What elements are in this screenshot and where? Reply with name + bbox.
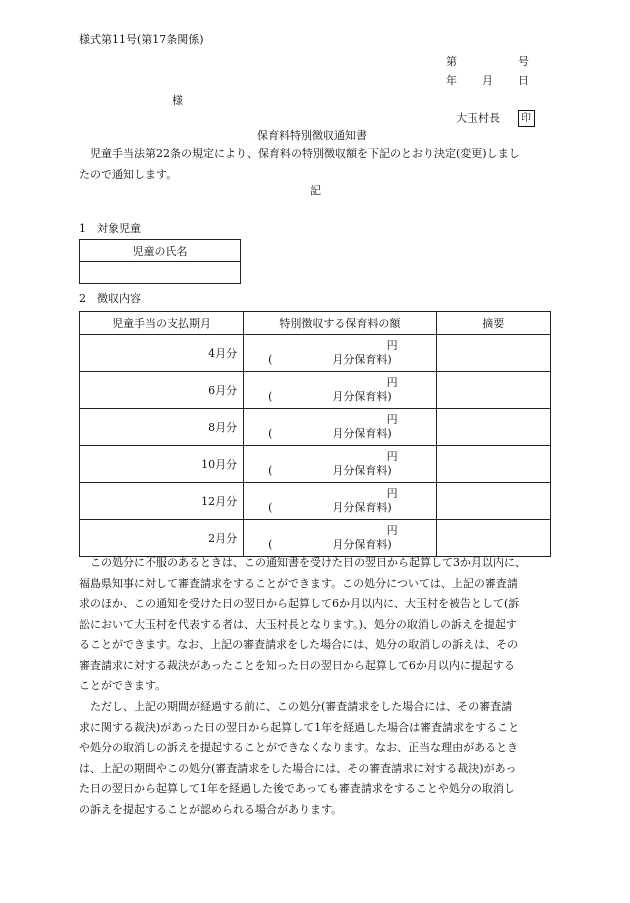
paren-open: (: [268, 464, 273, 477]
intro-paragraph: [79, 144, 551, 185]
form-number: 様式第11号(第17条関係): [79, 33, 204, 46]
month-fee-label: 月分保育料): [332, 538, 392, 551]
paren-open: (: [268, 427, 273, 440]
notice-line: ただし、上記の期間が経過する前に、この処分(審査請求をした場合には、その審査請: [79, 700, 513, 713]
yen-label: 円: [386, 487, 398, 500]
document-title: 保育料特別徴収通知書: [257, 129, 367, 142]
period-cell: 2月分: [80, 520, 244, 557]
issuer: [456, 110, 535, 127]
table-row: [80, 409, 551, 446]
doc-number-dai: 第: [446, 55, 457, 68]
paren-open: (: [268, 353, 273, 366]
paren-open: (: [268, 501, 273, 514]
notice-line: 訟において大玉村を代表する者は、大玉村長となります。)、処分の取消しの訴えを提起す: [79, 617, 517, 631]
fee-cell: [244, 520, 436, 557]
notice-line: た日の翌日から起算して1年を経過した後であっても審査請求をすることや処分の取消し: [79, 782, 515, 795]
month-fee-label: 月分保育料): [332, 427, 392, 440]
month-fee-label: 月分保育料): [332, 501, 392, 514]
period-cell: 8月分: [80, 409, 244, 446]
intro-line: たので通知します。: [79, 167, 178, 181]
notice-line: や処分の取消しの訴えを提起することができなくなります。なお、正当な理由があるとき: [79, 741, 519, 754]
notice-line: ことができます。: [79, 679, 167, 692]
fee-cell: [244, 483, 436, 520]
intro-line: 児童手当法第22条の規定により、保育料の特別徴収額を下記のとおり決定(変更)しまし: [90, 147, 520, 160]
fee-cell: [244, 335, 436, 372]
notice-line: は、上記の期間やこの処分(審査請求をした場合には、その審査請求に対する裁決)があっ: [79, 761, 517, 775]
notice-line: 福島県知事に対して審査請求をすることができます。この処分については、上記の審査請: [79, 576, 518, 590]
month-fee-label: 月分保育料): [332, 390, 392, 403]
month-fee-label: 月分保育料): [332, 464, 392, 477]
section1-heading: 1 対象児童: [79, 222, 141, 235]
yen-label: 円: [386, 450, 398, 463]
paren-open: (: [268, 390, 273, 403]
seal-mark: 印: [518, 110, 535, 127]
table-row: [80, 335, 551, 372]
section2-heading: 2 徴収内容: [79, 292, 141, 305]
notice-line: 審査請求に対する裁決があったことを知った日の翌日から起算して6か月以内に提起する: [79, 658, 515, 672]
notice-line: 求に関する裁決)があった日の翌日から起算して1年を経過した場合は審査請求をすること: [79, 720, 520, 734]
child-table: [79, 239, 241, 284]
issuer-name: 大玉村長: [456, 111, 500, 125]
header-payment-month: 児童手当の支払期月: [80, 312, 244, 335]
period-cell: 10月分: [80, 446, 244, 483]
header-fee-amount: 特別徴収する保育料の額: [244, 312, 436, 335]
yen-label: 円: [386, 524, 398, 537]
table-row: [80, 520, 551, 557]
month-fee-label: 月分保育料): [332, 353, 392, 366]
period-cell: 12月分: [80, 483, 244, 520]
note-cell: [436, 372, 550, 409]
header-note: 摘要: [436, 312, 550, 335]
note-cell: [436, 446, 550, 483]
payment-table: [79, 311, 551, 557]
notice-line: この処分に不服のあるときは、この通知書を受けた日の翌日から起算して3か月以内に、: [79, 556, 526, 569]
period-cell: 6月分: [80, 372, 244, 409]
paren-open: (: [268, 538, 273, 551]
notice-line: の訴えを提起することが認められる場合があります。: [79, 802, 343, 816]
period-cell: 4月分: [80, 335, 244, 372]
deadline-notice-paragraph: [79, 697, 551, 820]
addressee-suffix: 様: [172, 94, 183, 107]
table-row: [80, 483, 551, 520]
appeal-notice-paragraph: [79, 553, 551, 697]
fee-cell: [244, 372, 436, 409]
fee-cell: [244, 446, 436, 483]
child-name-header: 児童の氏名: [80, 240, 241, 262]
date-day: 日: [518, 74, 529, 87]
yen-label: 円: [386, 376, 398, 389]
note-cell: [436, 483, 550, 520]
yen-label: 円: [386, 339, 398, 352]
date-year: 年: [446, 74, 457, 87]
ki-label: 記: [310, 184, 321, 197]
notice-line: 求のほか、この通知を受けた日の翌日から起算して6か月以内に、大玉村を被告として(訴: [79, 597, 520, 610]
yen-label: 円: [386, 413, 398, 426]
doc-number-go: 号: [518, 55, 529, 68]
fee-cell: [244, 409, 436, 446]
note-cell: [436, 520, 550, 557]
table-row: [80, 446, 551, 483]
note-cell: [436, 335, 550, 372]
note-cell: [436, 409, 550, 446]
table-row: [80, 372, 551, 409]
notice-line: ることができます。なお、上記の審査請求をした場合には、処分の取消しの訴えは、その: [79, 638, 519, 651]
date-month: 月: [482, 74, 493, 87]
child-name-value: [80, 262, 241, 284]
